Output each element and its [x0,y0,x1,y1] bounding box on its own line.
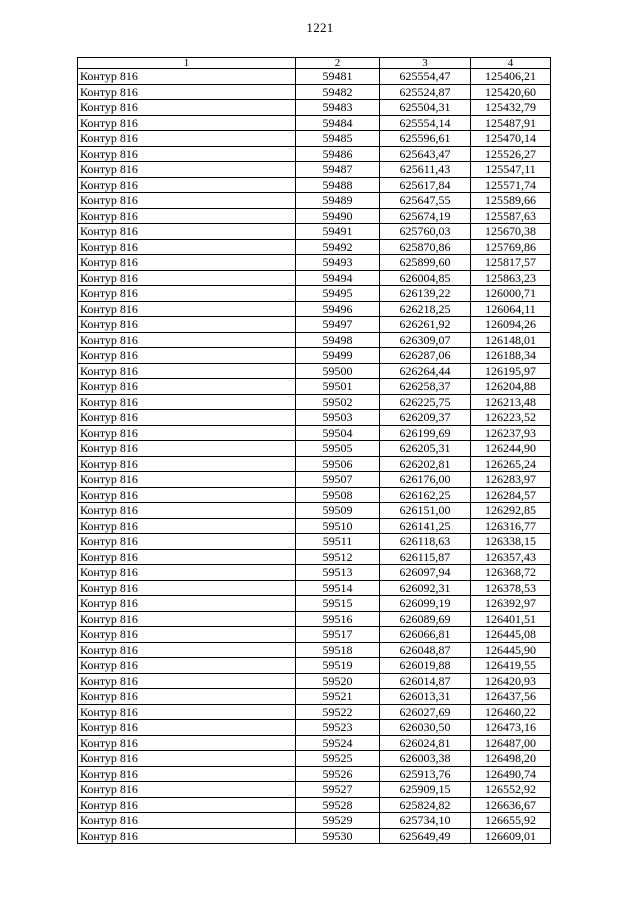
point-number-cell: 59503 [296,410,380,426]
y-coordinate-cell: 126265,24 [471,456,551,472]
x-coordinate-cell: 626118,63 [380,534,471,550]
table-row [78,689,551,705]
contour-name-cell: Контур 816 [78,596,296,612]
y-coordinate-cell: 126437,56 [471,689,551,705]
y-coordinate-cell: 126000,71 [471,286,551,302]
point-number-cell: 59517 [296,627,380,643]
table-body [78,69,551,844]
point-number-cell: 59501 [296,379,380,395]
y-coordinate-cell: 125420,60 [471,84,551,100]
y-coordinate-cell: 126401,51 [471,611,551,627]
table-row [78,425,551,441]
table-row [78,379,551,395]
y-coordinate-cell: 126237,93 [471,425,551,441]
contour-name-cell: Контур 816 [78,472,296,488]
table-row [78,441,551,457]
point-number-cell: 59526 [296,766,380,782]
x-coordinate-cell: 625824,82 [380,797,471,813]
contour-name-cell: Контур 816 [78,782,296,798]
contour-name-cell: Контур 816 [78,456,296,472]
y-coordinate-cell: 126445,08 [471,627,551,643]
x-coordinate-cell: 626141,25 [380,518,471,534]
contour-name-cell: Контур 816 [78,146,296,162]
contour-name-cell: Контур 816 [78,735,296,751]
point-number-cell: 59481 [296,69,380,85]
y-coordinate-cell: 126094,26 [471,317,551,333]
table-row [78,797,551,813]
table-row [78,658,551,674]
table-row [78,131,551,147]
table-row [78,580,551,596]
x-coordinate-cell: 625674,19 [380,208,471,224]
x-coordinate-cell: 626218,25 [380,301,471,317]
x-coordinate-cell: 626205,31 [380,441,471,457]
contour-name-cell: Контур 816 [78,394,296,410]
point-number-cell: 59496 [296,301,380,317]
contour-name-cell: Контур 816 [78,332,296,348]
table-row [78,69,551,85]
x-coordinate-cell: 626004,85 [380,270,471,286]
point-number-cell: 59488 [296,177,380,193]
point-number-cell: 59524 [296,735,380,751]
y-coordinate-cell: 126357,43 [471,549,551,565]
contour-name-cell: Контур 816 [78,813,296,829]
x-coordinate-cell: 625617,84 [380,177,471,193]
table-row [78,115,551,131]
point-number-cell: 59486 [296,146,380,162]
contour-name-cell: Контур 816 [78,208,296,224]
x-coordinate-cell: 625649,49 [380,828,471,844]
table-row [78,270,551,286]
header-col-2: 2 [296,58,380,69]
header-col-1: 1 [78,58,296,69]
table-row [78,177,551,193]
x-coordinate-cell: 625554,14 [380,115,471,131]
contour-name-cell: Контур 816 [78,193,296,209]
y-coordinate-cell: 126445,90 [471,642,551,658]
point-number-cell: 59495 [296,286,380,302]
point-number-cell: 59528 [296,797,380,813]
y-coordinate-cell: 125769,86 [471,239,551,255]
contour-name-cell: Контур 816 [78,441,296,457]
y-coordinate-cell: 126284,57 [471,487,551,503]
contour-name-cell: Контур 816 [78,658,296,674]
contour-name-cell: Контур 816 [78,301,296,317]
contour-name-cell: Контур 816 [78,720,296,736]
x-coordinate-cell: 625611,43 [380,162,471,178]
y-coordinate-cell: 125817,57 [471,255,551,271]
x-coordinate-cell: 626225,75 [380,394,471,410]
contour-name-cell: Контур 816 [78,410,296,426]
x-coordinate-cell: 626264,44 [380,363,471,379]
point-number-cell: 59497 [296,317,380,333]
y-coordinate-cell: 126392,97 [471,596,551,612]
point-number-cell: 59491 [296,224,380,240]
table-header [78,58,551,69]
point-number-cell: 59521 [296,689,380,705]
x-coordinate-cell: 626151,00 [380,503,471,519]
table-row [78,611,551,627]
contour-name-cell: Контур 816 [78,580,296,596]
contour-name-cell: Контур 816 [78,84,296,100]
y-coordinate-cell: 125587,63 [471,208,551,224]
contour-name-cell: Контур 816 [78,255,296,271]
table-row [78,487,551,503]
point-number-cell: 59509 [296,503,380,519]
contour-name-cell: Контур 816 [78,100,296,116]
point-number-cell: 59498 [296,332,380,348]
table-row [78,301,551,317]
table-row [78,782,551,798]
y-coordinate-cell: 126283,97 [471,472,551,488]
point-number-cell: 59525 [296,751,380,767]
table-row [78,193,551,209]
point-number-cell: 59523 [296,720,380,736]
point-number-cell: 59490 [296,208,380,224]
x-coordinate-cell: 626024,81 [380,735,471,751]
table-row [78,162,551,178]
point-number-cell: 59530 [296,828,380,844]
x-coordinate-cell: 626013,31 [380,689,471,705]
x-coordinate-cell: 626097,94 [380,565,471,581]
y-coordinate-cell: 126636,67 [471,797,551,813]
x-coordinate-cell: 625504,31 [380,100,471,116]
x-coordinate-cell: 626202,81 [380,456,471,472]
contour-name-cell: Контур 816 [78,611,296,627]
x-coordinate-cell: 625870,86 [380,239,471,255]
contour-name-cell: Контур 816 [78,286,296,302]
x-coordinate-cell: 626089,69 [380,611,471,627]
x-coordinate-cell: 626030,50 [380,720,471,736]
table-row [78,146,551,162]
contour-name-cell: Контур 816 [78,348,296,364]
point-number-cell: 59505 [296,441,380,457]
point-number-cell: 59483 [296,100,380,116]
coordinates-table [77,57,551,844]
contour-name-cell: Контур 816 [78,565,296,581]
x-coordinate-cell: 626027,69 [380,704,471,720]
y-coordinate-cell: 126552,92 [471,782,551,798]
x-coordinate-cell: 625596,61 [380,131,471,147]
y-coordinate-cell: 126473,16 [471,720,551,736]
x-coordinate-cell: 626258,37 [380,379,471,395]
table-row [78,720,551,736]
table-row [78,363,551,379]
x-coordinate-cell: 626209,37 [380,410,471,426]
contour-name-cell: Контур 816 [78,270,296,286]
table-row [78,286,551,302]
point-number-cell: 59492 [296,239,380,255]
point-number-cell: 59484 [296,115,380,131]
contour-name-cell: Контур 816 [78,627,296,643]
point-number-cell: 59529 [296,813,380,829]
point-number-cell: 59515 [296,596,380,612]
table-row [78,766,551,782]
x-coordinate-cell: 625647,55 [380,193,471,209]
y-coordinate-cell: 126460,22 [471,704,551,720]
y-coordinate-cell: 126213,48 [471,394,551,410]
point-number-cell: 59516 [296,611,380,627]
y-coordinate-cell: 126223,52 [471,410,551,426]
contour-name-cell: Контур 816 [78,425,296,441]
contour-name-cell: Контур 816 [78,797,296,813]
point-number-cell: 59499 [296,348,380,364]
table-row [78,208,551,224]
contour-name-cell: Контур 816 [78,363,296,379]
point-number-cell: 59511 [296,534,380,550]
point-number-cell: 59506 [296,456,380,472]
y-coordinate-cell: 125470,14 [471,131,551,147]
contour-name-cell: Контур 816 [78,642,296,658]
table-row [78,332,551,348]
point-number-cell: 59513 [296,565,380,581]
x-coordinate-cell: 626014,87 [380,673,471,689]
table-row [78,828,551,844]
table-row [78,100,551,116]
contour-name-cell: Контур 816 [78,534,296,550]
contour-name-cell: Контур 816 [78,224,296,240]
y-coordinate-cell: 126244,90 [471,441,551,457]
contour-name-cell: Контур 816 [78,131,296,147]
y-coordinate-cell: 125406,21 [471,69,551,85]
x-coordinate-cell: 625909,15 [380,782,471,798]
contour-name-cell: Контур 816 [78,828,296,844]
header-row [78,58,551,69]
table-row [78,735,551,751]
y-coordinate-cell: 126655,92 [471,813,551,829]
contour-name-cell: Контур 816 [78,379,296,395]
contour-name-cell: Контур 816 [78,518,296,534]
x-coordinate-cell: 626199,69 [380,425,471,441]
x-coordinate-cell: 625643,47 [380,146,471,162]
y-coordinate-cell: 126368,72 [471,565,551,581]
y-coordinate-cell: 126487,00 [471,735,551,751]
x-coordinate-cell: 625760,03 [380,224,471,240]
contour-name-cell: Контур 816 [78,317,296,333]
point-number-cell: 59527 [296,782,380,798]
point-number-cell: 59514 [296,580,380,596]
table-row [78,704,551,720]
table-row [78,84,551,100]
y-coordinate-cell: 126338,15 [471,534,551,550]
point-number-cell: 59508 [296,487,380,503]
point-number-cell: 59504 [296,425,380,441]
x-coordinate-cell: 626019,88 [380,658,471,674]
contour-name-cell: Контур 816 [78,689,296,705]
contour-name-cell: Контур 816 [78,239,296,255]
x-coordinate-cell: 625913,76 [380,766,471,782]
point-number-cell: 59502 [296,394,380,410]
point-number-cell: 59494 [296,270,380,286]
table-row [78,642,551,658]
point-number-cell: 59487 [296,162,380,178]
table-row [78,751,551,767]
y-coordinate-cell: 126064,11 [471,301,551,317]
table-row [78,255,551,271]
y-coordinate-cell: 126420,93 [471,673,551,689]
contour-name-cell: Контур 816 [78,487,296,503]
y-coordinate-cell: 126316,77 [471,518,551,534]
table-row [78,813,551,829]
contour-name-cell: Контур 816 [78,162,296,178]
table-row [78,549,551,565]
y-coordinate-cell: 126188,34 [471,348,551,364]
table-row [78,317,551,333]
table-row [78,410,551,426]
x-coordinate-cell: 626309,07 [380,332,471,348]
point-number-cell: 59500 [296,363,380,379]
x-coordinate-cell: 626066,81 [380,627,471,643]
y-coordinate-cell: 126490,74 [471,766,551,782]
y-coordinate-cell: 126195,97 [471,363,551,379]
contour-name-cell: Контур 816 [78,177,296,193]
contour-name-cell: Контур 816 [78,751,296,767]
header-col-3: 3 [380,58,471,69]
contour-name-cell: Контур 816 [78,673,296,689]
x-coordinate-cell: 625554,47 [380,69,471,85]
point-number-cell: 59482 [296,84,380,100]
x-coordinate-cell: 626003,38 [380,751,471,767]
contour-name-cell: Контур 816 [78,69,296,85]
table-row [78,565,551,581]
header-col-4: 4 [471,58,551,69]
point-number-cell: 59519 [296,658,380,674]
point-number-cell: 59512 [296,549,380,565]
point-number-cell: 59520 [296,673,380,689]
x-coordinate-cell: 626162,25 [380,487,471,503]
y-coordinate-cell: 125863,23 [471,270,551,286]
point-number-cell: 59485 [296,131,380,147]
contour-name-cell: Контур 816 [78,115,296,131]
y-coordinate-cell: 125670,38 [471,224,551,240]
y-coordinate-cell: 126292,85 [471,503,551,519]
point-number-cell: 59510 [296,518,380,534]
x-coordinate-cell: 625524,87 [380,84,471,100]
point-number-cell: 59493 [296,255,380,271]
y-coordinate-cell: 125547,11 [471,162,551,178]
y-coordinate-cell: 126498,20 [471,751,551,767]
x-coordinate-cell: 626287,06 [380,348,471,364]
y-coordinate-cell: 125526,27 [471,146,551,162]
table-row [78,239,551,255]
table-row [78,596,551,612]
y-coordinate-cell: 125571,74 [471,177,551,193]
contour-name-cell: Контур 816 [78,766,296,782]
table-row [78,503,551,519]
x-coordinate-cell: 626115,87 [380,549,471,565]
point-number-cell: 59522 [296,704,380,720]
point-number-cell: 59507 [296,472,380,488]
table-row [78,224,551,240]
x-coordinate-cell: 626048,87 [380,642,471,658]
contour-name-cell: Контур 816 [78,503,296,519]
y-coordinate-cell: 126378,53 [471,580,551,596]
table-row [78,348,551,364]
y-coordinate-cell: 126419,55 [471,658,551,674]
table-row [78,456,551,472]
x-coordinate-cell: 626139,22 [380,286,471,302]
point-number-cell: 59518 [296,642,380,658]
y-coordinate-cell: 126204,88 [471,379,551,395]
y-coordinate-cell: 125432,79 [471,100,551,116]
y-coordinate-cell: 126609,01 [471,828,551,844]
table-row [78,394,551,410]
x-coordinate-cell: 626099,19 [380,596,471,612]
contour-name-cell: Контур 816 [78,704,296,720]
y-coordinate-cell: 125589,66 [471,193,551,209]
x-coordinate-cell: 625899,60 [380,255,471,271]
x-coordinate-cell: 625734,10 [380,813,471,829]
page-number: 1221 [306,20,334,35]
contour-name-cell: Контур 816 [78,549,296,565]
table-row [78,472,551,488]
table-row [78,534,551,550]
point-number-cell: 59489 [296,193,380,209]
x-coordinate-cell: 626092,31 [380,580,471,596]
x-coordinate-cell: 626261,92 [380,317,471,333]
table-row [78,518,551,534]
x-coordinate-cell: 626176,00 [380,472,471,488]
table-row [78,673,551,689]
y-coordinate-cell: 126148,01 [471,332,551,348]
table-row [78,627,551,643]
y-coordinate-cell: 125487,91 [471,115,551,131]
